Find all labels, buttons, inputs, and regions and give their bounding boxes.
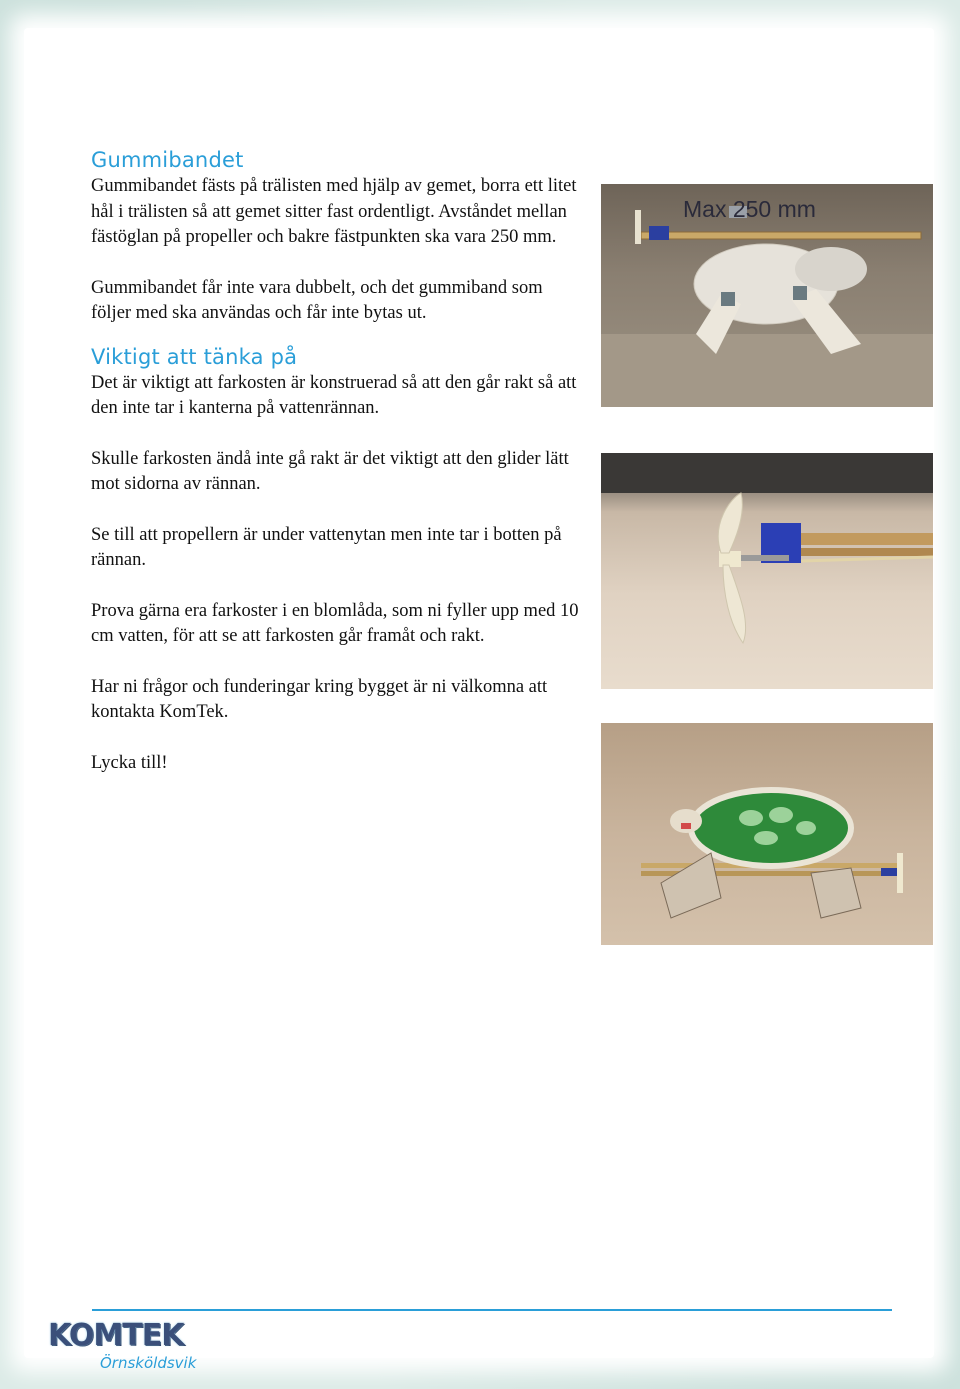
footer-divider: [92, 1309, 892, 1311]
photo-boat-measurement: [601, 184, 933, 407]
komtek-logo: [48, 1318, 208, 1373]
propeller-illustration: [601, 453, 933, 689]
paragraph-gummibandet-2: Gummibandet får inte vara dubbelt, och det gummiband som följer med ska användas och får inte bytas ut.: [91, 277, 543, 323]
turtle-illustration: [601, 723, 933, 945]
paragraph-gummibandet-1: Gummibandet fästs på trälisten med hjälp av gemet, borra ett litet hål i trälisten så att gemet sitter fast ordentligt. Avståndet mellan fästöglan på propeller och bakre fästpunkten ska vara 250 mm.: [91, 176, 577, 247]
paragraph-viktigt-4: Prova gärna era farkoster i en blomlåda, som ni fyller upp med 10 cm vatten, för att se att farkosten går framåt och rakt.: [91, 600, 579, 646]
photo-turtle-boat: [601, 723, 933, 945]
paragraph-viktigt-2: Skulle farkosten ändå inte gå rakt är det viktigt att den glider lätt mot sidorna av rännan.: [91, 448, 569, 494]
paragraph-viktigt-3: Se till att propellern är under vattenytan men inte tar i botten på rännan.: [91, 524, 562, 570]
logo-subtitle: Örnsköldsvik: [100, 1354, 197, 1372]
paragraph-viktigt-5: Har ni frågor och funderingar kring bygget är ni välkomna att kontakta KomTek.: [91, 676, 548, 722]
paragraph-lycka-till: Lycka till!: [91, 752, 168, 773]
heading-viktigt: Viktigt att tänka på: [91, 344, 298, 369]
paragraph-viktigt-1: Det är viktigt att farkosten är konstruerad så att den går rakt så att den inte tar i kanterna på vattenrännan.: [91, 372, 577, 418]
heading-gummibandet: Gummibandet: [91, 148, 244, 172]
photo-propeller-closeup: [601, 453, 933, 689]
measurement-label: Max 250 mm: [683, 196, 816, 222]
logo-wordmark: KOMTEK: [48, 1318, 184, 1353]
text-column: [91, 148, 581, 776]
